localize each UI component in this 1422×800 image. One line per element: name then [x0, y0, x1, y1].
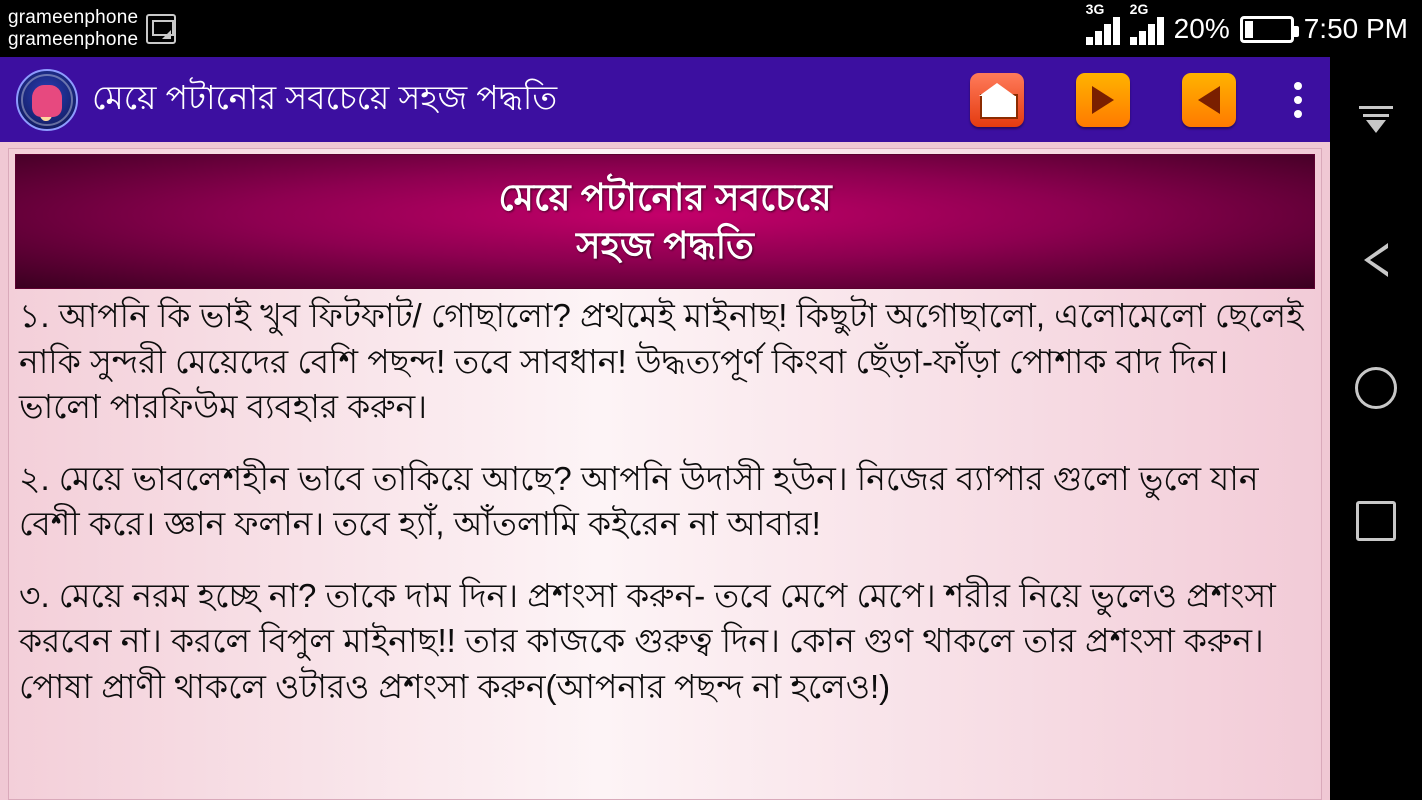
play-next-icon: [1092, 86, 1114, 114]
banner-line-1: মেয়ে পটানোর সবচেয়ে: [498, 177, 832, 219]
back-button[interactable]: [1364, 243, 1388, 277]
system-navigation-bar: [1330, 57, 1422, 800]
carrier-line-2: grameenphone: [8, 28, 139, 50]
network-label-2g: 2G: [1129, 0, 1149, 17]
network-label-3g: 3G: [1085, 0, 1105, 17]
recents-button[interactable]: [1356, 501, 1396, 541]
home-button-system[interactable]: [1355, 367, 1397, 409]
battery-percent: 20%: [1173, 12, 1230, 44]
carrier-label: [0, 7, 138, 51]
previous-button[interactable]: [1182, 73, 1236, 127]
more-vertical-icon: [1294, 82, 1302, 90]
paragraph: ২. মেয়ে ভাবলেশহীন ভাবে তাকিয়ে আছে? আপনি উদাসী হউন। নিজের ব্যাপার গুলো ভুলে যান বেশী করে। জ্ঞান ফলান। তবে হ্যাঁ, আঁতলামি কইরেন না আবার!: [19, 459, 1259, 543]
sim-card-icon: [146, 14, 176, 44]
content-area[interactable]: [0, 142, 1330, 800]
article-body: [9, 289, 1321, 709]
home-button[interactable]: [970, 73, 1024, 127]
next-button[interactable]: [1076, 73, 1130, 127]
collapse-navbar-icon: [1366, 120, 1386, 133]
signal-2g: [1129, 0, 1164, 45]
clock-label: 7:50 PM: [1303, 12, 1408, 44]
battery-icon: [1240, 16, 1294, 43]
home-icon: [980, 85, 1014, 115]
collapse-navbar-button[interactable]: [1353, 103, 1399, 143]
status-bar: [0, 0, 1422, 57]
status-right-group: [1085, 0, 1422, 45]
signal-bars-icon: [1086, 15, 1120, 45]
signal-3g: [1085, 0, 1120, 45]
signal-bars-icon: [1130, 15, 1164, 45]
app-logo-icon: [16, 69, 78, 131]
article-card: [8, 148, 1322, 800]
paragraph: ৩. মেয়ে নরম হচ্ছে না? তাকে দাম দিন। প্রশংসা করুন- তবে মেপে মেপে। শরীর নিয়ে ভুলেও প্রশংসা করবেন না। করলে বিপুল মাইনাছ!! তার কাজকে গুরুত্ব দিন। কোন গুণ থাকলে তার প্রশংসা করুন। পোষা প্রাণী থাকলে ওটারও প্রশংসা করুন(আপনার পছন্দ না হলেও!): [19, 576, 1276, 705]
app-bar-actions: [970, 73, 1330, 127]
play-prev-icon: [1198, 86, 1220, 114]
app-bar: [0, 57, 1330, 142]
page-title: মেয়ে পটানোর সবচেয়ে সহজ পদ্ধতি: [92, 78, 558, 116]
overflow-menu-button[interactable]: [1288, 76, 1308, 124]
article-banner: [15, 154, 1315, 289]
paragraph: ১. আপনি কি ভাই খুব ফিটফাট/ গোছালো? প্রথমেই মাইনাছ! কিছুটা অগোছালো, এলোমেলো ছেলেই নাকি সুন্দরী মেয়েদের বেশি পছন্দ! তবে সাবধান! উদ্ধত্যপূর্ণ কিংবা ছেঁড়া-ফাঁড়া পোশাক বাদ দিন। ভালো পারফিউম ব্যবহার করুন।: [19, 297, 1304, 426]
banner-line-2: সহজ পদ্ধতি: [576, 224, 754, 266]
carrier-line-1: grameenphone: [8, 6, 139, 28]
